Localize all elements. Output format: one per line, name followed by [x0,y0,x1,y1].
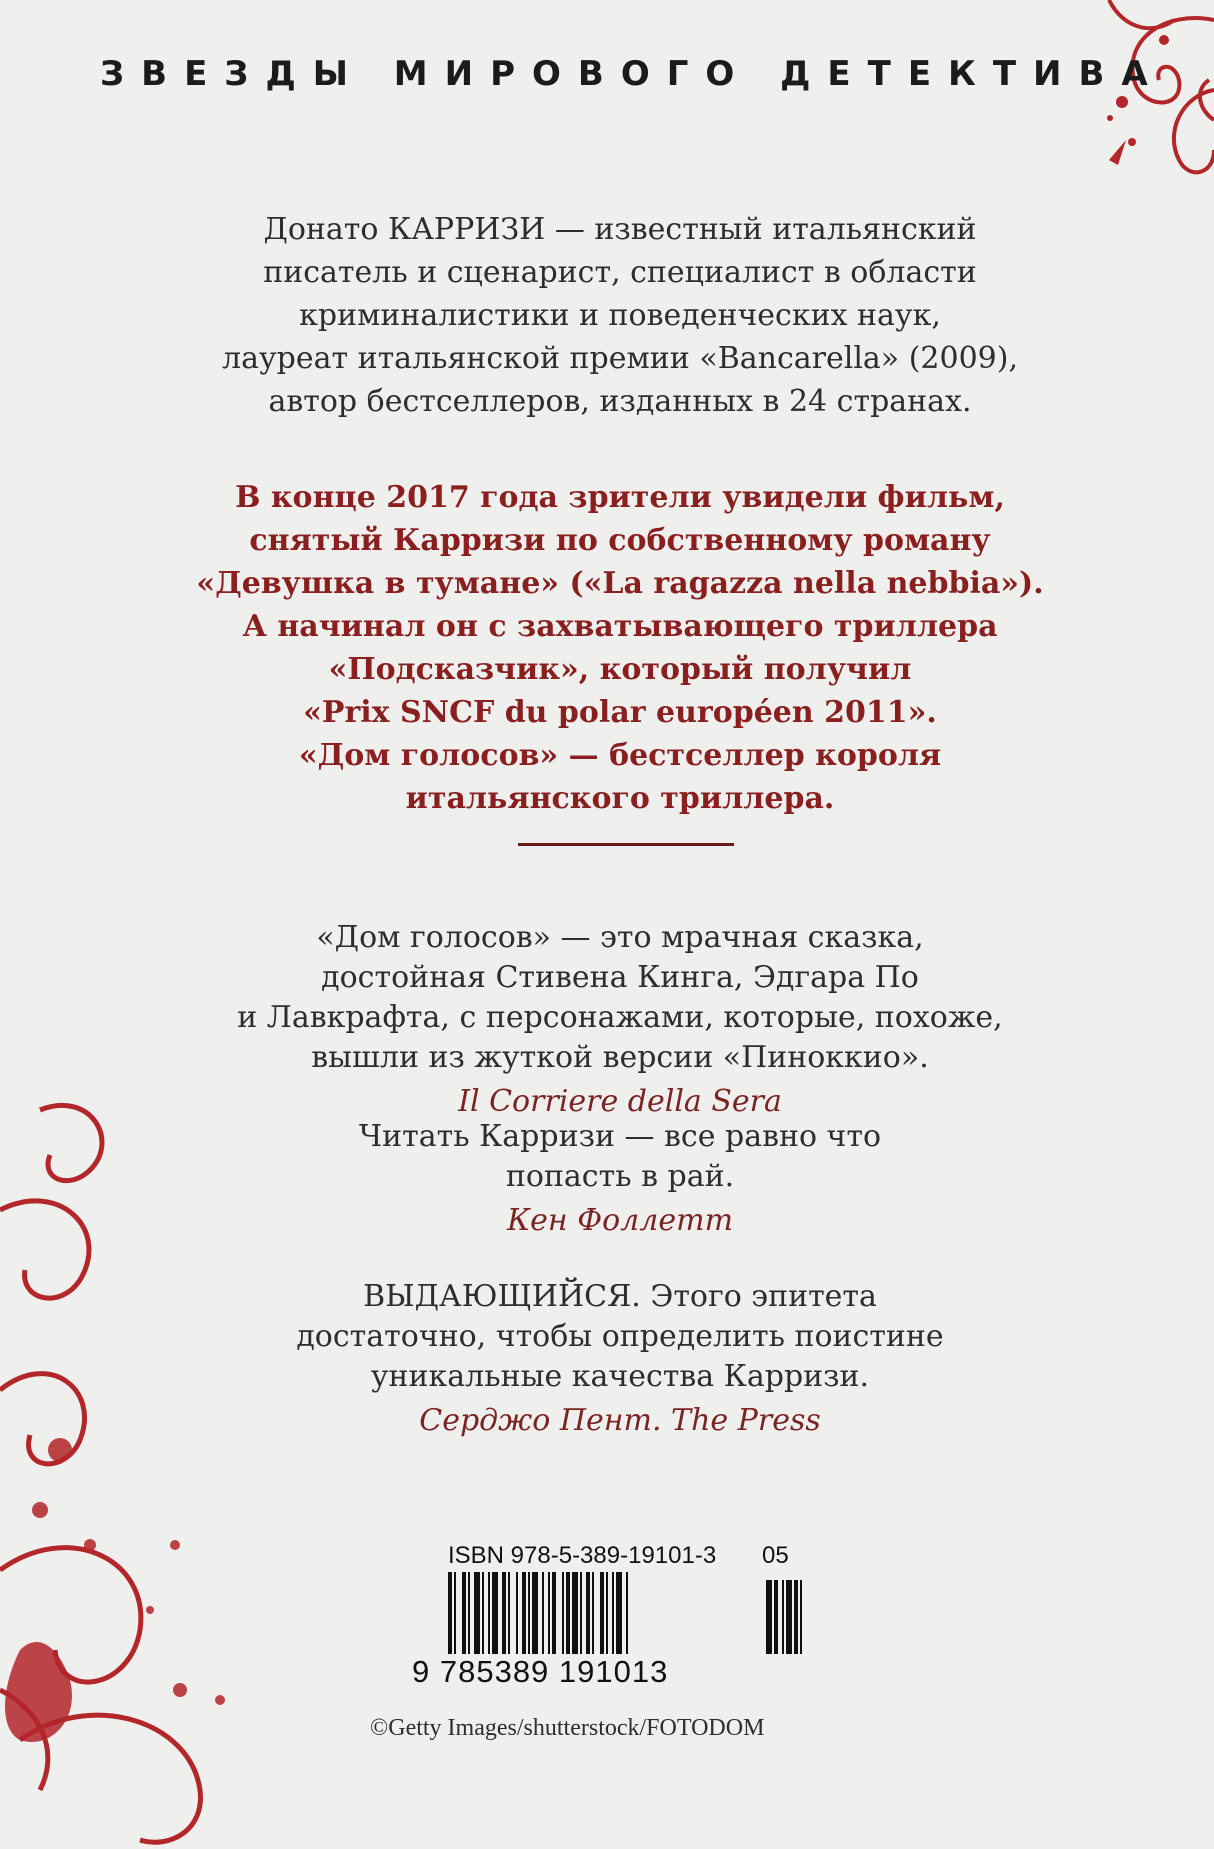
barcode-addon: 05 [762,1542,789,1569]
quote-source: Серджо Пент. The Press [419,1403,821,1438]
highlight-line: снятый Карризи по собственному роману [249,523,991,558]
bio-line: лауреат итальянской премии «Bancarella» (2009), [222,341,1018,376]
barcode-bar [566,1572,570,1654]
quote-line: «Дом голосов» — это мрачная сказка, [316,920,924,955]
highlight-line: «Prix SNCF du polar européen 2011». [303,695,937,730]
barcode-bar [516,1572,518,1654]
highlight-line: «Девушка в тумане» («La ragazza nella nebbia»). [196,566,1044,601]
barcode-bar [482,1572,484,1654]
isbn-label: ISBN 978-5-389-19101-3 [448,1542,717,1569]
quote-line: вышли из жуткой версии «Пиноккио». [311,1040,929,1075]
barcode-addon-bar [800,1580,802,1654]
barcode-bar [542,1572,544,1654]
barcode-bar [612,1572,614,1654]
barcode-addon-bar [794,1580,798,1654]
isbn-barcode [412,1542,812,1692]
series-title: ЗВЕЗДЫ МИРОВОГО ДЕТЕКТИВА [100,54,1165,94]
barcode-bar [532,1572,538,1654]
barcode-bar [462,1572,466,1654]
quote-source: Кен Фоллетт [506,1203,734,1238]
barcode-addon-bar [782,1580,784,1654]
section-divider [518,843,734,846]
highlight-line: итальянского триллера. [405,781,835,816]
quote-line: попасть в рай. [505,1159,735,1194]
barcode-bar [592,1572,594,1654]
barcode-bar [548,1572,550,1654]
quote-line: Читать Карризи — все равно что [358,1119,882,1154]
image-credit: ©Getty Images/shutterstock/FOTODOM [370,1715,765,1741]
barcode-bars [448,1572,808,1654]
highlight-line: А начинал он с захватывающего триллера [242,609,998,644]
barcode-bar [586,1572,590,1654]
quote-line: достойная Стивена Кинга, Эдгара По [321,960,919,995]
barcode-addon-bar [766,1580,772,1654]
highlight-line: «Подсказчик», который получил [328,652,912,687]
barcode-bar [528,1572,530,1654]
quote-line: уникальные качества Карризи. [370,1359,870,1394]
barcode-bar [488,1572,490,1654]
barcode-digits: 9 785389 191013 [412,1654,669,1689]
quote-line: достаточно, чтобы определить поистине [296,1319,944,1354]
barcode-bar [572,1572,578,1654]
barcode-bar [552,1572,556,1654]
barcode-bar [502,1572,506,1654]
barcode-bar [626,1572,628,1654]
barcode-bar [522,1572,526,1654]
bio-line: Донато КАРРИЗИ — известный итальянский [263,212,977,247]
review-quote [170,1117,1070,1241]
barcode-bar [562,1572,564,1654]
barcode-bar [448,1572,452,1654]
barcode-bar [600,1572,604,1654]
review-quote [170,918,1070,1122]
barcode-bar [454,1572,456,1654]
highlight-line: «Дом голосов» — бестселлер короля [298,738,942,773]
author-bio [170,208,1070,423]
review-quote [170,1277,1070,1441]
bio-line: автор бестселлеров, изданных в 24 странах. [268,384,972,419]
barcode-bar [492,1572,498,1654]
barcode-bar [508,1572,510,1654]
quote-source: Il Corriere della Sera [458,1084,782,1119]
highlight-line: В конце 2017 года зрители увидели фильм, [235,480,1005,515]
barcode-bar [468,1572,470,1654]
floral-ornament-top-right [1014,0,1214,190]
barcode-bar [580,1572,582,1654]
barcode-addon-bar [774,1580,778,1654]
quote-line: ВЫДАЮЩИЙСЯ. Этого эпитета [363,1279,877,1314]
barcode-bar [606,1572,608,1654]
barcode-bar [616,1572,622,1654]
bio-line: криминалистики и поведенческих наук, [299,298,941,333]
barcode-addon-bar [786,1580,792,1654]
quote-line: и Лавкрафта, с персонажами, которые, похоже, [237,1000,1003,1035]
barcode-bar [474,1572,480,1654]
highlight-paragraph [170,476,1070,820]
bio-line: писатель и сценарист, специалист в области [263,255,977,290]
